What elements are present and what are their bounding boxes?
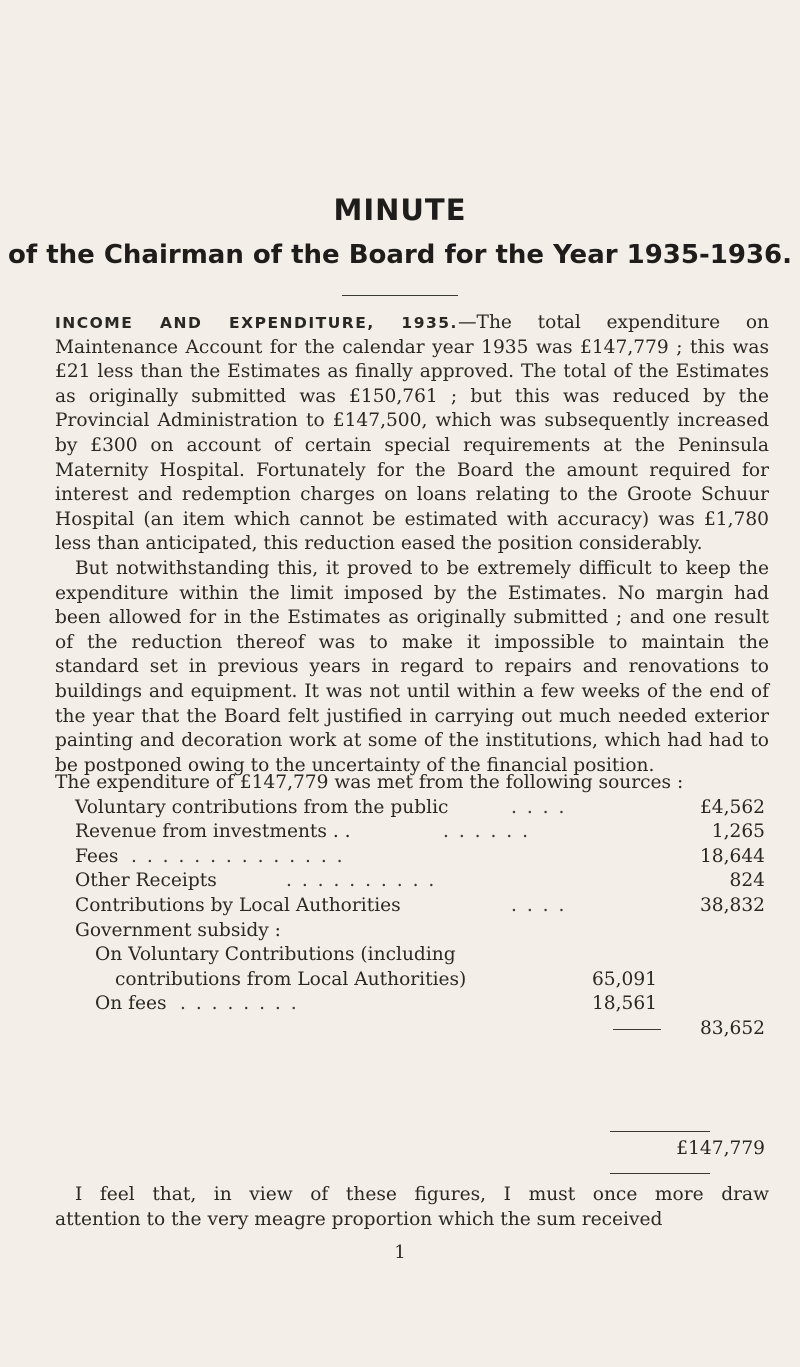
sources-table bbox=[55, 771, 775, 1042]
subsidy-total: 83,652 bbox=[699, 1017, 765, 1039]
table-row bbox=[75, 820, 775, 845]
table-row bbox=[75, 943, 775, 968]
table-row bbox=[75, 796, 775, 821]
grand-total-row bbox=[75, 1137, 775, 1162]
subtotal-dash bbox=[613, 1029, 661, 1030]
subsidy-heading: Government subsidy : bbox=[75, 919, 281, 941]
source-label: Revenue from investments . . bbox=[75, 821, 351, 843]
page-subtitle: of the Chairman of the Board for the Year 1935-1936. bbox=[7, 240, 793, 270]
leader-dots: . . . . . . . . . . . . . . bbox=[131, 845, 345, 867]
closing-line-1: I feel that, in view of these figures, I must once more draw bbox=[75, 1184, 769, 1205]
source-amount: 38,832 bbox=[699, 894, 765, 916]
source-amount: £4,562 bbox=[699, 796, 765, 818]
total-rule-top bbox=[610, 1131, 710, 1132]
total-rule-bottom bbox=[610, 1173, 710, 1174]
table-row bbox=[75, 968, 775, 993]
table-row bbox=[75, 1017, 775, 1042]
leader-dots: . . . . bbox=[511, 894, 567, 916]
subsidy-fees-label: On fees bbox=[95, 993, 167, 1015]
paragraph-1-text: —The total expenditure on Maintenance Account for the calendar year 1935 was £147,779 ; this was £21 less than the Estimates as finally approved. The total of the Estimates as originally submitted was £150,761 ; but this was reduced by the Provincial Administration to £147,500, which was subsequently increased by £300 on account of certain special requirements at the Peninsula Maternity Hospital. Fortunately for the Board the amount required for interest and redemption charges on loans relating to the Groote Schuur Hospital (an item which cannot be estimated with accuracy) was £1,780 less than anticipated, this reduction eased the position considerably. bbox=[55, 312, 769, 555]
leader-dots: . . . . . . . . bbox=[180, 993, 299, 1015]
source-label: Contributions by Local Authorities bbox=[75, 894, 401, 916]
source-label: Fees bbox=[75, 845, 119, 867]
grand-total: £147,779 bbox=[676, 1138, 765, 1159]
sources-intro: The expenditure of £147,779 was met from the following sources : bbox=[55, 772, 684, 793]
subsidy-voluntary-label-cont: contributions from Local Authorities) bbox=[115, 968, 467, 990]
subsidy-voluntary-label: On Voluntary Contributions (including bbox=[95, 944, 456, 966]
table-row bbox=[75, 894, 775, 919]
sources-intro-row bbox=[55, 771, 775, 796]
body-text bbox=[55, 311, 769, 778]
source-label: Voluntary contributions from the public bbox=[75, 796, 449, 818]
leader-dots: . . . . . . bbox=[443, 821, 531, 843]
subsidy-fees-amount: 18,561 bbox=[591, 993, 657, 1015]
subsidy-voluntary-amount: 65,091 bbox=[591, 968, 657, 990]
table-row bbox=[75, 869, 775, 894]
page-title: MINUTE bbox=[333, 193, 467, 227]
paragraph-notwithstanding: But notwithstanding this, it proved to be extremely difficult to keep the expenditure within the limit imposed by the Estimates. No margin had been allowed for in the Estimates as originally submitted ; and one result of the reduction thereof was to make it impossible to maintain the standard set in previous years in regard to repairs and renovations to buildings and equipment. It was not until within a few weeks of the end of the year that the Board felt justified in carrying out much needed exterior painting and decoration work at some of the institutions, which had had to be postponed owing to the uncertainty of the financial position. bbox=[55, 557, 769, 776]
closing-line-2: attention to the very meagre proportion which the sum received bbox=[55, 1208, 663, 1230]
leader-dots: . . . . bbox=[511, 796, 567, 818]
paragraph-income bbox=[55, 311, 769, 557]
source-label: Other Receipts bbox=[75, 870, 217, 892]
leader-dots: . . . . . . . . . . bbox=[286, 870, 437, 892]
page-number: 1 bbox=[394, 1242, 406, 1263]
source-amount: 1,265 bbox=[711, 821, 765, 843]
closing-paragraph bbox=[55, 1183, 769, 1232]
table-row bbox=[75, 1137, 775, 1162]
source-amount: 18,644 bbox=[699, 845, 765, 867]
table-row bbox=[75, 992, 775, 1017]
title-divider bbox=[342, 295, 458, 296]
table-row bbox=[75, 919, 775, 944]
section-heading: INCOME AND EXPENDITURE, 1935. bbox=[55, 314, 458, 332]
source-amount: 824 bbox=[729, 870, 765, 892]
table-row bbox=[75, 845, 775, 870]
